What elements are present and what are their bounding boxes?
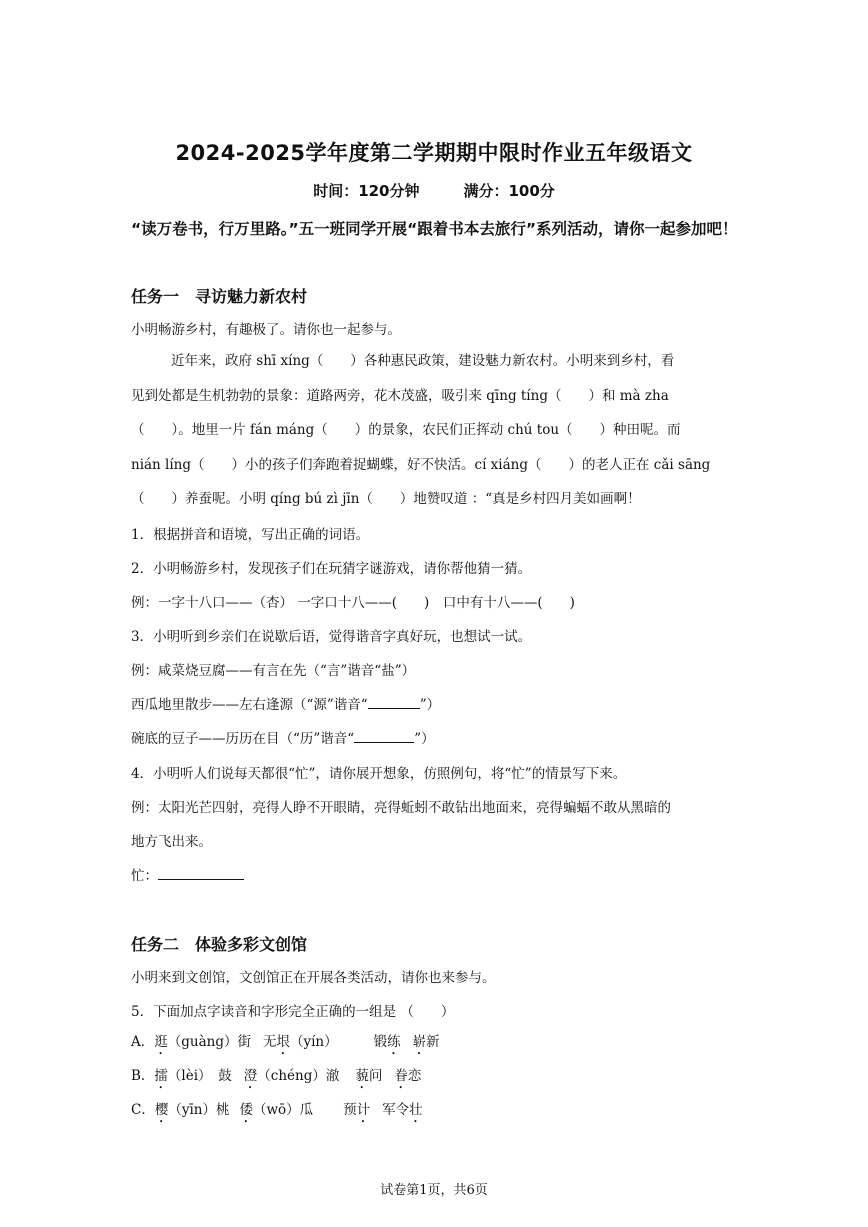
task1-name: 寻访魅力新农村 — [195, 287, 308, 306]
task1-heading — [131, 284, 307, 307]
page-footer: 试卷第1页，共6页 — [380, 1183, 488, 1198]
task1-number: 任务一 — [131, 287, 180, 306]
question-3-item-1: 西瓜地里散步——左右逢源（“源”谐音“ ”） — [131, 693, 440, 713]
question-4-answer: 忙： — [131, 864, 244, 884]
question-2: 2．小明畅游乡村，发现孩子们在玩猜字谜游戏，请你帮他猜一猜。 — [131, 561, 532, 577]
question-3: 3．小明听到乡亲们在说歇后语，觉得谐音字真好玩，也想试一试。 — [131, 629, 532, 645]
question-3-item-2: 碗底的豆子——历历在目（“历”谐音“ ”） — [131, 727, 435, 747]
passage-line: nián líng（ ）小的孩子们奔跑着捉蝴蝶，好不快活。cí xiáng（ ）的老人正在 cǎi sāng — [131, 456, 711, 473]
passage-line: 见到处都是生机勃勃的景象：道路两旁，花木茂盛，吸引来 qīng tíng（ ）和 mà zha — [131, 387, 669, 404]
exam-title: 2024-2025学年度第二学期期中限时作业五年级语文 — [175, 141, 693, 165]
task2-lead: 小明来到文创馆，文创馆正在开展各类活动，请你也来参与。 — [131, 970, 496, 986]
task2-number: 任务二 — [131, 935, 180, 954]
passage-line: （ ）养蚕呢。小明 qíng bú zì jīn（ ）地赞叹道 ：“真是乡村四月美如画啊！ — [131, 491, 641, 507]
task2-heading — [131, 932, 307, 955]
full-score: 满分：100分 — [463, 182, 555, 200]
question-3-example: 例：咸菜烧豆腐——有言在先（“言”谐音“盐”） — [131, 663, 416, 679]
answer-blank[interactable] — [368, 694, 420, 709]
question-5: 5．下面加点字读音和字形完全正确的一组是 （ ） — [131, 1004, 455, 1020]
question-1: 1．根据拼音和语境，写出正确的词语。 — [131, 527, 370, 543]
option-a[interactable]: A．逛（guàng）街 无垠（yín） 锻练 崭新 — [131, 1034, 440, 1050]
option-b[interactable]: B．擂（lèi） 鼓 澄（chéng）澈 藐问 眷恋 — [131, 1068, 422, 1084]
exam-subtitle — [0, 180, 868, 201]
answer-blank[interactable] — [354, 728, 414, 743]
passage-line: 近年来，政府 shī xíng（ ）各种惠民政策，建设魅力新农村。小明来到乡村，看 — [171, 353, 675, 369]
answer-blank[interactable] — [158, 865, 244, 880]
task1-passage — [131, 344, 741, 517]
time-limit: 时间：120分钟 — [313, 182, 420, 200]
option-c[interactable]: C．樱（yīn）桃 倭（wō）瓜 预计 军令壮 — [131, 1102, 423, 1118]
question-2-example: 例：一字十八口——（杏） 一字口十八——( ) 口中有十八——( ) — [131, 595, 575, 611]
passage-line: （ ）。地里一片 fán máng（ ）的景象，农民们正挥动 chú tou（ ）种田呢。而 — [131, 422, 681, 438]
intro-text: “读万卷书，行万里路。”五一班同学开展“跟着书本去旅行”系列活动，请你一起参加吧！ — [131, 220, 738, 238]
question-4-example-line2: 地方飞出来。 — [131, 834, 212, 850]
task1-lead: 小明畅游乡村，有趣极了。请你也一起参与。 — [131, 322, 401, 338]
question-4-example-line1: 例：太阳光芒四射，亮得人睁不开眼睛，亮得蚯蚓不敢钻出地面来，亮得蝙蝠不敢从黑暗的 — [131, 800, 671, 816]
question-4: 4．小明听人们说每天都很“忙”，请你展开想象，仿照例句，将“忙”的情景写下来。 — [131, 766, 627, 782]
task2-name: 体验多彩文创馆 — [195, 935, 308, 954]
